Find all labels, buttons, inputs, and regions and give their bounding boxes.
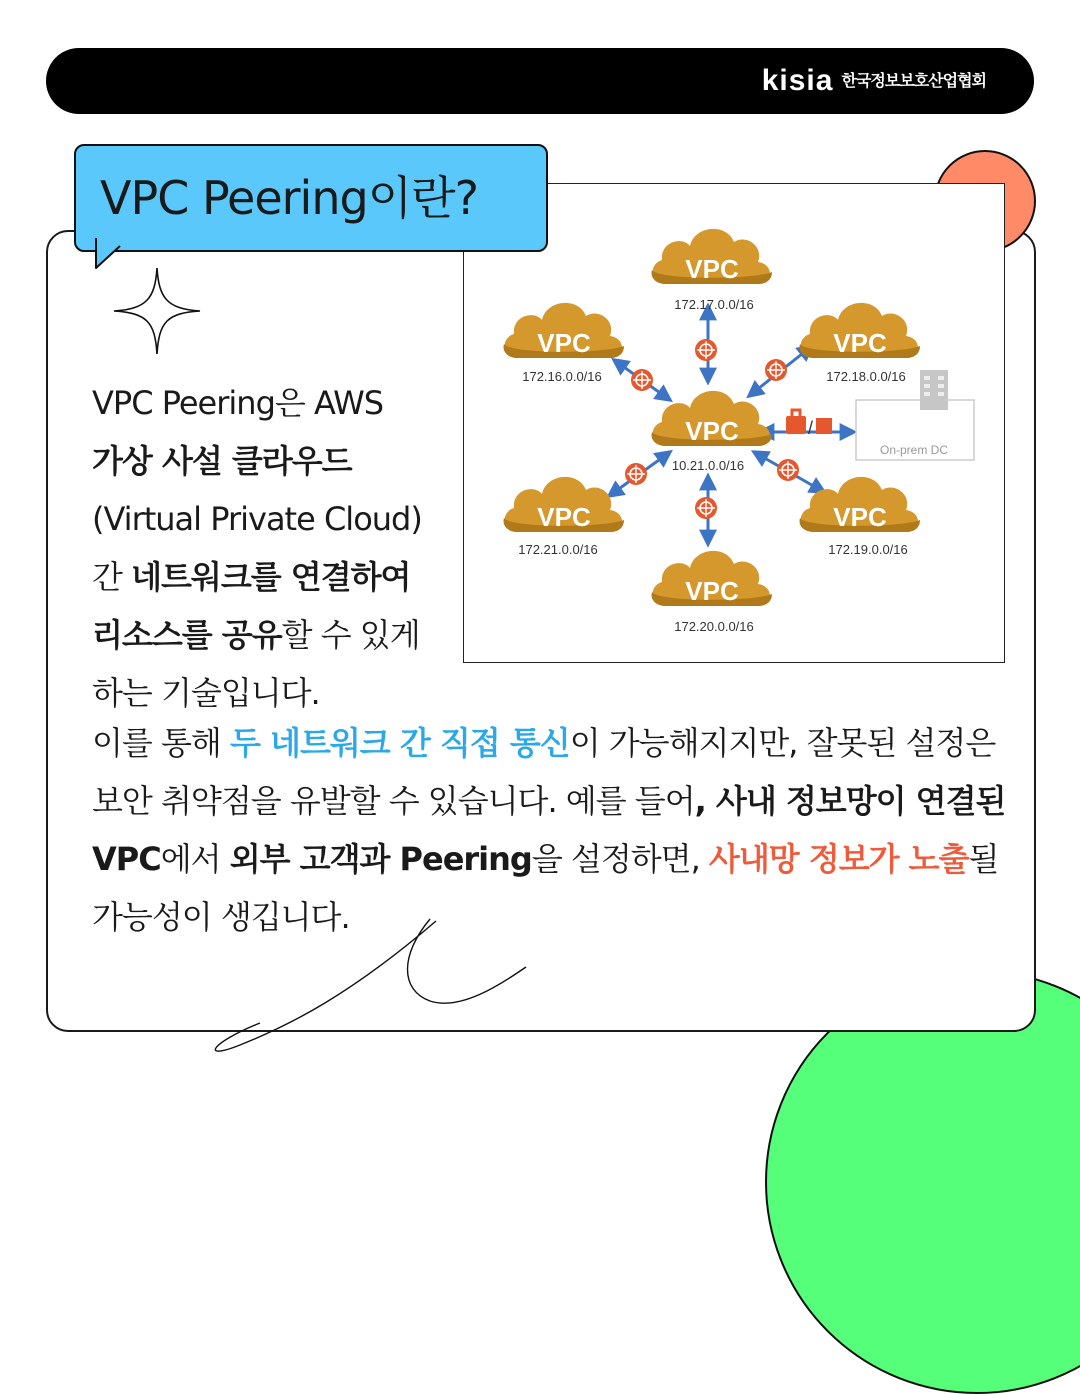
body-line-4: 가능성이 생깁니다. — [92, 898, 350, 936]
svg-text:172.18.0.0/16: 172.18.0.0/16 — [826, 369, 906, 384]
intro-paragraph — [92, 374, 452, 722]
vpc-upper-right — [800, 303, 920, 384]
vpc-center — [652, 391, 772, 473]
svg-text:172.19.0.0/16: 172.19.0.0/16 — [828, 542, 908, 557]
onprem-label: On-prem DC — [879, 443, 949, 457]
green-decor-circle — [765, 970, 1080, 1394]
intro-line-4: 간 네트워크를 연결하여 — [92, 558, 411, 596]
svg-text:VPC: VPC — [685, 416, 739, 446]
svg-text:VPC: VPC — [537, 502, 591, 532]
body-paragraph — [92, 714, 1012, 946]
vpc-bottom — [652, 551, 772, 634]
svg-text:VPC: VPC — [537, 328, 591, 358]
vpc-top — [652, 229, 772, 312]
body-line-3: VPC에서 외부 고객과 Peering을 설정하면, 사내망 정보가 노출될 — [92, 840, 999, 878]
svg-text:172.21.0.0/16: 172.21.0.0/16 — [518, 542, 598, 557]
kisia-logo: kisia — [761, 64, 834, 97]
vpc-upper-left — [504, 303, 624, 384]
sparkle-icon — [112, 266, 202, 356]
highlight-info-exposure: 사내망 정보가 노출 — [708, 840, 969, 878]
intro-line-1: VPC Peering은 AWS — [92, 384, 384, 422]
organization-name: 한국정보보호산업협회 — [841, 71, 986, 90]
intro-line-6: 하는 기술입니다. — [92, 674, 320, 712]
page-title: VPC Peering이란? — [100, 171, 478, 225]
svg-text:/: / — [808, 418, 814, 438]
vpc-peering-diagram — [463, 183, 1005, 663]
vpc-lower-left — [504, 477, 624, 557]
intro-line-3: (Virtual Private Cloud) — [92, 500, 422, 538]
svg-text:172.20.0.0/16: 172.20.0.0/16 — [674, 619, 754, 634]
highlight-direct-communication: 두 네트워크 간 직접 통신 — [230, 724, 570, 762]
body-line-2: 보안 취약점을 유발할 수 있습니다. 예를 들어, 사내 정보망이 연결된 — [92, 782, 1006, 820]
svg-text:VPC: VPC — [685, 576, 739, 606]
vpn-gateway-icon — [786, 410, 832, 438]
svg-text:10.21.0.0/16: 10.21.0.0/16 — [671, 458, 745, 473]
body-line-1: 이를 통해 두 네트워크 간 직접 통신이 가능해지지만, 잘못된 설정은 — [92, 724, 996, 762]
intro-line-2: 가상 사설 클라우드 — [92, 442, 352, 480]
title-bubble — [74, 144, 548, 252]
brand — [762, 66, 986, 96]
svg-text:172.16.0.0/16: 172.16.0.0/16 — [522, 369, 602, 384]
svg-text:VPC: VPC — [833, 502, 887, 532]
svg-text:VPC: VPC — [833, 328, 887, 358]
svg-text:VPC: VPC — [685, 254, 739, 284]
diagram-svg — [464, 184, 1004, 662]
header-bar — [46, 48, 1034, 114]
svg-text:172.17.0.0/16: 172.17.0.0/16 — [674, 297, 754, 312]
intro-line-5: 리소스를 공유할 수 있게 — [92, 616, 420, 654]
